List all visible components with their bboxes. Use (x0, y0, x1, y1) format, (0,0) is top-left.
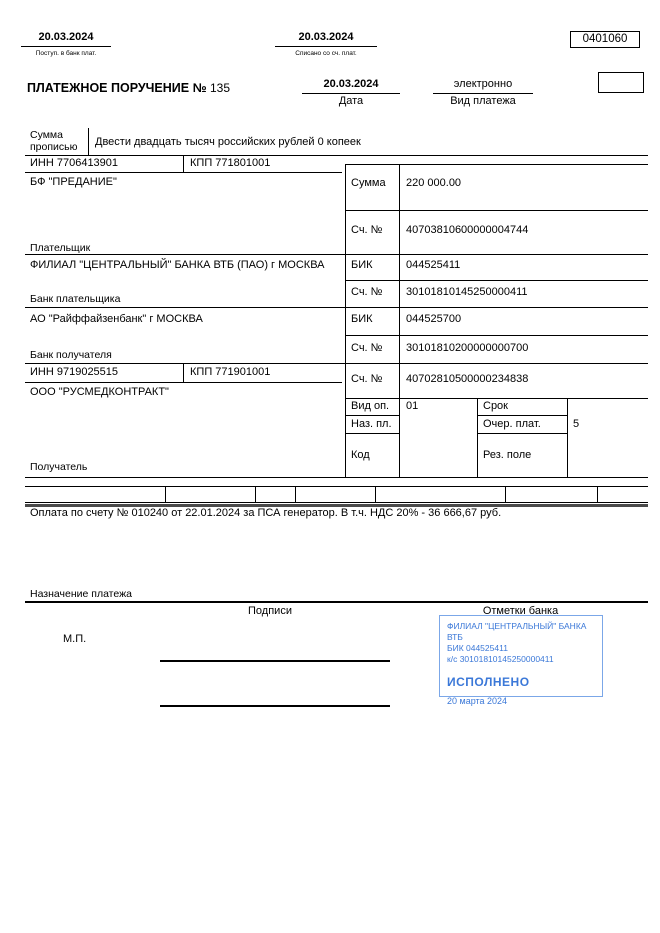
amount-words-label: Сумма прописью (30, 129, 78, 153)
stamp-bank-name: ФИЛИАЛ "ЦЕНТРАЛЬНЫЙ" БАНКА ВТБ (447, 621, 587, 642)
empty-field-box (598, 72, 644, 93)
payee-inn: ИНН 9719025515 (30, 366, 119, 378)
payee-kpp: КПП 771901001 (190, 366, 271, 378)
priority-value: 5 (573, 418, 580, 430)
payee-account-label: Сч. № (351, 373, 383, 385)
pay-purpose-code-label: Наз. пл. (351, 418, 392, 430)
payment-purpose-label: Назначение платежа (30, 588, 132, 600)
h-rule (345, 335, 648, 336)
received-in-bank-date: 20.03.2024 (21, 31, 111, 47)
h-rule (25, 477, 648, 478)
payee-bank-account-label: Сч. № (351, 342, 383, 354)
code-label: Код (351, 449, 370, 461)
stamp-date: 20 марта 2024 (447, 696, 508, 706)
v-rule (255, 486, 256, 502)
h-rule (25, 486, 648, 487)
payer-bank-account-label: Сч. № (351, 286, 383, 298)
form-code-box: 0401060 (570, 31, 640, 48)
v-rule (295, 486, 296, 502)
payer-kpp: КПП 771801001 (190, 157, 271, 169)
h-rule (25, 155, 648, 156)
v-rule (477, 398, 478, 477)
reserve-field-label: Рез. поле (483, 449, 532, 461)
payer-bank-label: Банк плательщика (30, 293, 121, 305)
h-rule (25, 363, 648, 364)
payee-bank-label: Банк получателя (30, 349, 112, 361)
priority-label: Очер. плат. (483, 418, 541, 430)
signature-line (160, 660, 390, 662)
h-rule (25, 601, 648, 603)
payee-label: Получатель (30, 461, 88, 473)
amount-label: Сумма (351, 177, 386, 189)
op-kind-label: Вид оп. (351, 400, 390, 412)
h-rule (345, 415, 400, 416)
h-rule (477, 415, 568, 416)
payee-name: ООО "РУСМЕДКОНТРАКТ" (30, 386, 169, 398)
v-rule (88, 128, 89, 155)
h-rule (25, 382, 342, 383)
signature-line (160, 705, 390, 707)
payer-label: Плательщик (30, 242, 91, 254)
stamp-status: ИСПОЛНЕНО (447, 675, 530, 689)
h-rule (477, 433, 568, 434)
v-rule (567, 398, 568, 477)
payment-purpose-text: Оплата по счету № 010240 от 22.01.2024 за ПСА генератор. В т.ч. НДС 20% - 36 666,67 руб. (30, 507, 502, 519)
h-rule (345, 280, 648, 281)
h-rule (25, 172, 342, 173)
h-rule (345, 433, 400, 434)
v-rule (165, 486, 166, 502)
payee-bank-account-value: 30101810200000000700 (406, 342, 529, 354)
payer-account-label: Сч. № (351, 224, 383, 236)
term-label: Срок (483, 400, 508, 412)
op-kind-value: 01 (406, 400, 419, 412)
payer-bank-bik-label: БИК (351, 259, 373, 271)
payee-account-value: 40702810500000234838 (406, 373, 529, 385)
bank-marks-label: Отметки банка (482, 605, 559, 617)
payer-bank-name: ФИЛИАЛ "ЦЕНТРАЛЬНЫЙ" БАНКА ВТБ (ПАО) г МОСКВА (30, 259, 325, 271)
payer-inn: ИНН 7706413901 (30, 157, 119, 169)
amount-value: 220 000.00 (406, 177, 462, 189)
document-date: 20.03.2024 (302, 78, 400, 94)
signatures-label: Подписи (248, 605, 292, 617)
v-rule (183, 363, 184, 382)
v-rule (183, 155, 184, 172)
payer-account-value: 40703810600000004744 (406, 224, 529, 236)
stamp-bik: БИК 044525411 (447, 643, 508, 653)
document-number: 135 (210, 81, 231, 95)
payer-bank-bik-value: 044525411 (406, 259, 461, 271)
v-rule (597, 486, 598, 502)
h-rule (25, 307, 648, 308)
h-rule (25, 254, 648, 255)
bank-stamp (439, 615, 603, 706)
v-rule (505, 486, 506, 502)
payer-bank-account-value: 30101810145250000411 (406, 286, 528, 298)
payer-name: БФ "ПРЕДАНИЕ" (30, 176, 117, 188)
stamp-corr-account: к/с 30101810145250000411 (447, 654, 554, 664)
payee-bank-bik-value: 044525700 (406, 313, 462, 325)
document-date-label: Дата (338, 95, 364, 107)
payee-bank-bik-label: БИК (351, 313, 373, 325)
h-rule (345, 210, 648, 211)
v-rule (375, 486, 376, 502)
payee-bank-name: АО "Райффайзенбанк" г МОСКВА (30, 313, 203, 325)
stamp-place-label: М.П. (63, 633, 87, 645)
payment-kind-value: электронно (433, 78, 533, 94)
debited-from-account-date: 20.03.2024 (275, 31, 377, 47)
received-in-bank-label: Поступ. в банк плат. (35, 50, 97, 57)
payment-kind-label: Вид платежа (450, 95, 516, 107)
debited-from-account-label: Списано со сч. плат. (295, 50, 357, 57)
document-title: ПЛАТЕЖНОЕ ПОРУЧЕНИЕ № (27, 81, 207, 95)
h-rule (345, 164, 648, 165)
amount-words-value: Двести двадцать тысяч российских рублей 0 копеек (95, 136, 361, 148)
